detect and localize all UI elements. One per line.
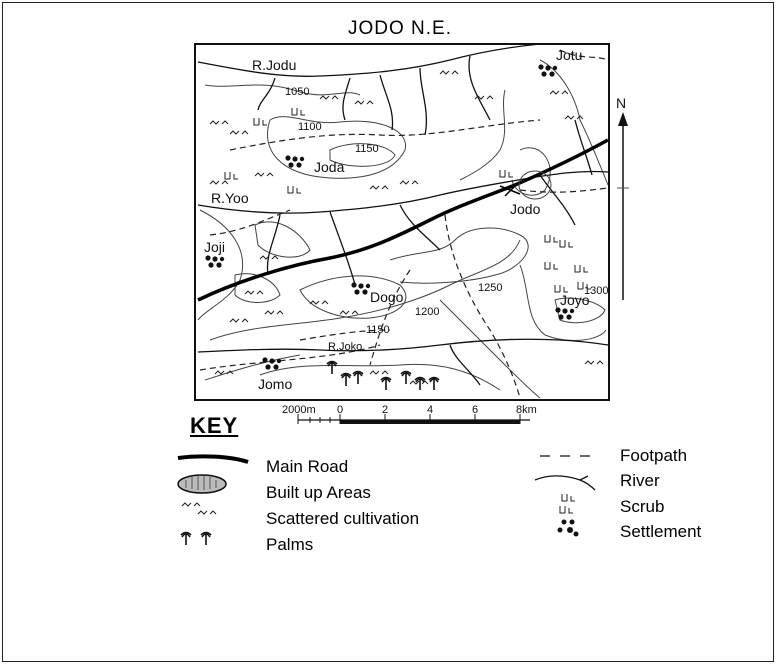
scale-label: 2000m bbox=[282, 404, 316, 416]
scale-label: 4 bbox=[427, 404, 434, 416]
scale-label: 8km bbox=[516, 404, 537, 416]
north-label: N bbox=[616, 95, 627, 111]
contour-label-1300: 1300 bbox=[584, 285, 609, 297]
cultivation-symbol bbox=[182, 503, 216, 514]
cultivation-symbols bbox=[210, 71, 603, 384]
key-label-cultivation: Scattered cultivation bbox=[266, 509, 420, 528]
key-label-river: River bbox=[620, 471, 660, 490]
contour-label-1250: 1250 bbox=[478, 282, 503, 294]
main-road-symbol bbox=[178, 456, 248, 462]
place-label-jomo: Jomo bbox=[258, 376, 293, 392]
scale-label: 0 bbox=[337, 404, 344, 416]
north-arrow bbox=[616, 95, 629, 300]
map-title: JODO N.E. bbox=[347, 18, 452, 39]
place-label-joda: Joda bbox=[314, 159, 345, 175]
scrub-symbols bbox=[225, 108, 591, 292]
scale-label: 6 bbox=[472, 404, 479, 416]
river-symbol bbox=[535, 476, 595, 490]
scale-label: 2 bbox=[382, 404, 389, 416]
contour-label-1200: 1200 bbox=[415, 306, 440, 318]
built-up-symbol bbox=[178, 475, 226, 493]
place-label-jotu: Jotu bbox=[556, 47, 583, 63]
river-jodu bbox=[198, 44, 540, 76]
key-symbols bbox=[178, 456, 595, 545]
key-label-settlement: Settlement bbox=[620, 522, 702, 541]
contour-label-1150-south: 1150 bbox=[366, 324, 390, 336]
map-content bbox=[198, 44, 629, 398]
settlement-jomo bbox=[262, 357, 281, 369]
key-label-scrub: Scrub bbox=[620, 497, 665, 516]
river-label-yoo: R.Yoo bbox=[211, 190, 249, 206]
scale-bar bbox=[282, 404, 537, 424]
settlement-joji bbox=[205, 255, 224, 267]
key-heading: KEY bbox=[190, 413, 239, 438]
settlements bbox=[205, 64, 574, 369]
place-label-joji: Joji bbox=[204, 239, 226, 255]
map-border bbox=[195, 44, 609, 400]
key-label-built-up: Built up Areas bbox=[266, 483, 371, 502]
key-label-palms: Palms bbox=[266, 535, 314, 554]
settlement-dogo bbox=[351, 282, 370, 294]
contour-lines bbox=[198, 60, 608, 398]
settlement-joda bbox=[285, 155, 304, 167]
contour-label-1050: 1050 bbox=[285, 86, 310, 98]
river-label-jodu: R.Jodu bbox=[252, 57, 297, 73]
rivers bbox=[198, 44, 608, 385]
river-yoo bbox=[198, 171, 608, 213]
place-label-joyo: Joyo bbox=[560, 292, 590, 308]
main-road bbox=[198, 140, 608, 300]
river-joko bbox=[198, 339, 608, 352]
place-label-dogo: Dogo bbox=[370, 289, 404, 305]
contour-label-1100: 1100 bbox=[298, 121, 322, 133]
place-label-jodo: Jodo bbox=[510, 201, 541, 217]
key-label-main-road: Main Road bbox=[266, 457, 349, 476]
river-label-joko: R.Joko bbox=[328, 341, 363, 353]
palm-symbol bbox=[181, 533, 211, 546]
scrub-symbol bbox=[560, 494, 575, 513]
settlement-symbol bbox=[558, 520, 579, 537]
contour-label-1150: 1150 bbox=[355, 143, 379, 155]
key-label-footpath: Footpath bbox=[620, 446, 688, 465]
